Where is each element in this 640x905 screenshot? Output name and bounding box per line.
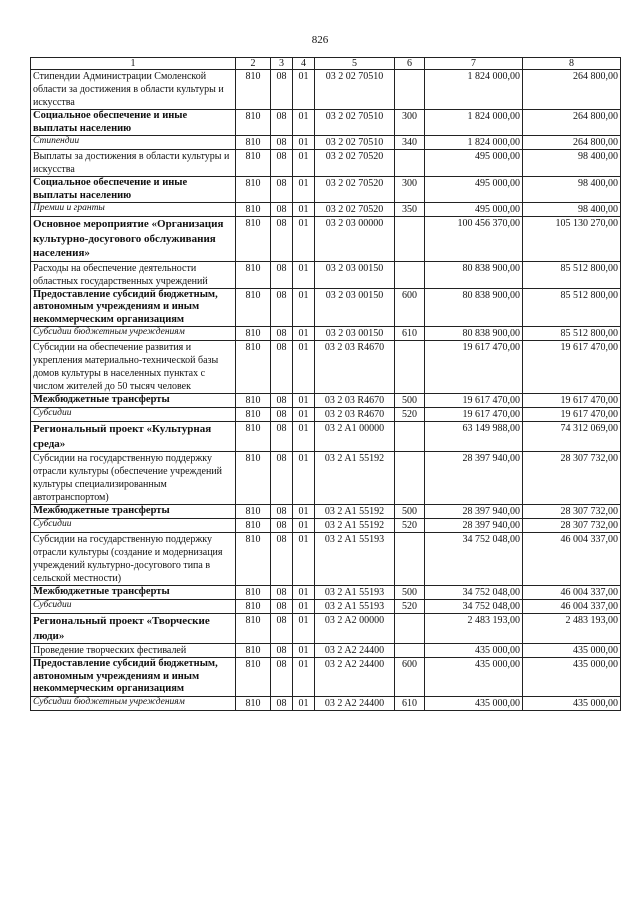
target-article: 03 2 A1 55193 <box>315 586 395 600</box>
table-body <box>31 70 621 711</box>
amount-year-2: 74 312 069,00 <box>523 422 621 452</box>
row-name: Региональный проект «Творческие люди» <box>31 614 236 644</box>
subsection-code: 01 <box>293 408 315 422</box>
expense-type: 500 <box>395 394 425 408</box>
amount-year-2: 28 307 732,00 <box>523 519 621 533</box>
row-name: Выплаты за достижения в области культуры и искусства <box>31 150 236 177</box>
expense-type <box>395 422 425 452</box>
section-code: 08 <box>271 394 293 408</box>
column-header: 2 <box>236 58 271 70</box>
target-article: 03 2 A1 00000 <box>315 422 395 452</box>
ministry-code: 810 <box>236 696 271 710</box>
expense-type <box>395 452 425 505</box>
expense-type: 520 <box>395 600 425 614</box>
column-header: 6 <box>395 58 425 70</box>
target-article: 03 2 A1 55193 <box>315 600 395 614</box>
ministry-code: 810 <box>236 177 271 203</box>
expense-type <box>395 614 425 644</box>
column-header: 5 <box>315 58 395 70</box>
ministry-code: 810 <box>236 394 271 408</box>
row-name: Премии и гранты <box>31 203 236 217</box>
section-code: 08 <box>271 505 293 519</box>
subsection-code: 01 <box>293 70 315 110</box>
amount-year-1: 495 000,00 <box>425 177 523 203</box>
target-article: 03 2 03 R4670 <box>315 341 395 394</box>
row-name: Межбюджетные трансферты <box>31 505 236 519</box>
subsection-code: 01 <box>293 136 315 150</box>
subsection-code: 01 <box>293 452 315 505</box>
expense-type: 300 <box>395 110 425 136</box>
amount-year-1: 1 824 000,00 <box>425 70 523 110</box>
row-name: Субсидии <box>31 600 236 614</box>
column-header: 1 <box>31 58 236 70</box>
amount-year-2: 98 400,00 <box>523 150 621 177</box>
amount-year-1: 28 397 940,00 <box>425 452 523 505</box>
amount-year-1: 28 397 940,00 <box>425 519 523 533</box>
row-name: Региональный проект «Культурная среда» <box>31 422 236 452</box>
section-code: 08 <box>271 519 293 533</box>
column-header: 7 <box>425 58 523 70</box>
subsection-code: 01 <box>293 644 315 658</box>
section-code: 08 <box>271 452 293 505</box>
target-article: 03 2 03 R4670 <box>315 394 395 408</box>
ministry-code: 810 <box>236 614 271 644</box>
subsection-code: 01 <box>293 422 315 452</box>
section-code: 08 <box>271 70 293 110</box>
target-article: 03 2 02 70520 <box>315 177 395 203</box>
amount-year-2: 19 617 470,00 <box>523 408 621 422</box>
amount-year-2: 435 000,00 <box>523 696 621 710</box>
amount-year-2: 105 130 270,00 <box>523 217 621 262</box>
row-name: Предоставление субсидий бюджетным, автономным учреждениям и иным некоммерческим организациям <box>31 288 236 327</box>
subsection-code: 01 <box>293 614 315 644</box>
subsection-code: 01 <box>293 341 315 394</box>
expense-type: 500 <box>395 586 425 600</box>
ministry-code: 810 <box>236 586 271 600</box>
amount-year-1: 19 617 470,00 <box>425 394 523 408</box>
amount-year-1: 435 000,00 <box>425 696 523 710</box>
amount-year-2: 28 307 732,00 <box>523 505 621 519</box>
table-row <box>31 288 621 327</box>
section-code: 08 <box>271 217 293 262</box>
table-row <box>31 203 621 217</box>
ministry-code: 810 <box>236 261 271 288</box>
amount-year-1: 100 456 370,00 <box>425 217 523 262</box>
ministry-code: 810 <box>236 341 271 394</box>
table-row <box>31 533 621 586</box>
subsection-code: 01 <box>293 203 315 217</box>
amount-year-1: 63 149 988,00 <box>425 422 523 452</box>
amount-year-2: 435 000,00 <box>523 658 621 697</box>
amount-year-2: 85 512 800,00 <box>523 261 621 288</box>
expense-type: 610 <box>395 696 425 710</box>
table-row <box>31 658 621 697</box>
expense-type: 600 <box>395 288 425 327</box>
amount-year-1: 1 824 000,00 <box>425 110 523 136</box>
amount-year-2: 19 617 470,00 <box>523 341 621 394</box>
expense-type <box>395 217 425 262</box>
budget-table <box>30 57 621 711</box>
table-row <box>31 70 621 110</box>
row-name: Межбюджетные трансферты <box>31 394 236 408</box>
table-row <box>31 150 621 177</box>
target-article: 03 2 03 00150 <box>315 288 395 327</box>
table-row <box>31 341 621 394</box>
row-name: Стипендии <box>31 136 236 150</box>
ministry-code: 810 <box>236 519 271 533</box>
section-code: 08 <box>271 422 293 452</box>
target-article: 03 2 03 00150 <box>315 261 395 288</box>
subsection-code: 01 <box>293 519 315 533</box>
section-code: 08 <box>271 533 293 586</box>
target-article: 03 2 03 00000 <box>315 217 395 262</box>
target-article: 03 2 A2 24400 <box>315 696 395 710</box>
section-code: 08 <box>271 696 293 710</box>
target-article: 03 2 02 70520 <box>315 203 395 217</box>
page-number: 826 <box>311 34 329 46</box>
subsection-code: 01 <box>293 177 315 203</box>
table-row <box>31 110 621 136</box>
amount-year-2: 264 800,00 <box>523 136 621 150</box>
row-name: Основное мероприятие «Организация культурно-досугового обслуживания населения» <box>31 217 236 262</box>
section-code: 08 <box>271 341 293 394</box>
amount-year-2: 2 483 193,00 <box>523 614 621 644</box>
column-header: 8 <box>523 58 621 70</box>
row-name: Субсидии бюджетным учреждениям <box>31 327 236 341</box>
expense-type: 500 <box>395 505 425 519</box>
amount-year-2: 28 307 732,00 <box>523 452 621 505</box>
section-code: 08 <box>271 408 293 422</box>
table-row <box>31 519 621 533</box>
expense-type: 300 <box>395 177 425 203</box>
section-code: 08 <box>271 150 293 177</box>
table-row <box>31 586 621 600</box>
amount-year-2: 85 512 800,00 <box>523 327 621 341</box>
amount-year-1: 2 483 193,00 <box>425 614 523 644</box>
target-article: 03 2 03 R4670 <box>315 408 395 422</box>
ministry-code: 810 <box>236 150 271 177</box>
amount-year-1: 80 838 900,00 <box>425 261 523 288</box>
section-code: 08 <box>271 600 293 614</box>
subsection-code: 01 <box>293 696 315 710</box>
row-name: Субсидии на обеспечение развития и укрепления материально-технической базы домов культуры в населенных пунктах с числом жителей до 50 тысяч человек <box>31 341 236 394</box>
ministry-code: 810 <box>236 136 271 150</box>
expense-type <box>395 150 425 177</box>
table-row <box>31 217 621 262</box>
amount-year-1: 495 000,00 <box>425 150 523 177</box>
section-code: 08 <box>271 327 293 341</box>
amount-year-1: 19 617 470,00 <box>425 408 523 422</box>
amount-year-1: 19 617 470,00 <box>425 341 523 394</box>
section-code: 08 <box>271 288 293 327</box>
amount-year-2: 98 400,00 <box>523 203 621 217</box>
subsection-code: 01 <box>293 533 315 586</box>
row-name: Социальное обеспечение и иные выплаты населению <box>31 177 236 203</box>
ministry-code: 810 <box>236 217 271 262</box>
table-row <box>31 136 621 150</box>
amount-year-1: 80 838 900,00 <box>425 288 523 327</box>
amount-year-1: 80 838 900,00 <box>425 327 523 341</box>
subsection-code: 01 <box>293 600 315 614</box>
table-row <box>31 422 621 452</box>
section-code: 08 <box>271 586 293 600</box>
subsection-code: 01 <box>293 110 315 136</box>
expense-type <box>395 261 425 288</box>
amount-year-2: 46 004 337,00 <box>523 586 621 600</box>
row-name: Социальное обеспечение и иные выплаты населению <box>31 110 236 136</box>
subsection-code: 01 <box>293 288 315 327</box>
target-article: 03 2 A1 55192 <box>315 519 395 533</box>
amount-year-1: 435 000,00 <box>425 658 523 697</box>
row-name: Расходы на обеспечение деятельности областных государственных учреждений <box>31 261 236 288</box>
target-article: 03 2 02 70520 <box>315 150 395 177</box>
row-name: Субсидии <box>31 519 236 533</box>
ministry-code: 810 <box>236 533 271 586</box>
table-row <box>31 408 621 422</box>
table-row <box>31 696 621 710</box>
subsection-code: 01 <box>293 217 315 262</box>
subsection-code: 01 <box>293 505 315 519</box>
table-row <box>31 261 621 288</box>
subsection-code: 01 <box>293 586 315 600</box>
ministry-code: 810 <box>236 203 271 217</box>
expense-type: 340 <box>395 136 425 150</box>
amount-year-1: 34 752 048,00 <box>425 586 523 600</box>
subsection-code: 01 <box>293 658 315 697</box>
target-article: 03 2 A2 24400 <box>315 658 395 697</box>
subsection-code: 01 <box>293 150 315 177</box>
target-article: 03 2 02 70510 <box>315 136 395 150</box>
amount-year-2: 435 000,00 <box>523 644 621 658</box>
section-code: 08 <box>271 110 293 136</box>
target-article: 03 2 A2 00000 <box>315 614 395 644</box>
table-row <box>31 600 621 614</box>
amount-year-2: 264 800,00 <box>523 110 621 136</box>
section-code: 08 <box>271 614 293 644</box>
ministry-code: 810 <box>236 658 271 697</box>
ministry-code: 810 <box>236 408 271 422</box>
target-article: 03 2 03 00150 <box>315 327 395 341</box>
amount-year-1: 495 000,00 <box>425 203 523 217</box>
expense-type <box>395 644 425 658</box>
target-article: 03 2 02 70510 <box>315 70 395 110</box>
section-code: 08 <box>271 658 293 697</box>
row-name: Субсидии бюджетным учреждениям <box>31 696 236 710</box>
section-code: 08 <box>271 203 293 217</box>
ministry-code: 810 <box>236 70 271 110</box>
expense-type <box>395 341 425 394</box>
table-row <box>31 644 621 658</box>
row-name: Проведение творческих фестивалей <box>31 644 236 658</box>
ministry-code: 810 <box>236 288 271 327</box>
row-name: Субсидии на государственную поддержку отрасли культуры (обеспечение учреждений культуры специализированным автотранспортом) <box>31 452 236 505</box>
subsection-code: 01 <box>293 261 315 288</box>
table-row <box>31 614 621 644</box>
subsection-code: 01 <box>293 394 315 408</box>
target-article: 03 2 02 70510 <box>315 110 395 136</box>
column-header: 4 <box>293 58 315 70</box>
ministry-code: 810 <box>236 505 271 519</box>
table-row <box>31 177 621 203</box>
row-name: Субсидии на государственную поддержку отрасли культуры (создание и модернизация учреждений культурно-досугового типа в сельской местности) <box>31 533 236 586</box>
target-article: 03 2 A1 55192 <box>315 505 395 519</box>
table-row <box>31 327 621 341</box>
ministry-code: 810 <box>236 452 271 505</box>
expense-type: 600 <box>395 658 425 697</box>
amount-year-2: 85 512 800,00 <box>523 288 621 327</box>
amount-year-1: 34 752 048,00 <box>425 600 523 614</box>
amount-year-1: 28 397 940,00 <box>425 505 523 519</box>
target-article: 03 2 A2 24400 <box>315 644 395 658</box>
amount-year-2: 19 617 470,00 <box>523 394 621 408</box>
ministry-code: 810 <box>236 422 271 452</box>
amount-year-1: 1 824 000,00 <box>425 136 523 150</box>
header-row <box>31 58 621 70</box>
expense-type <box>395 533 425 586</box>
row-name: Стипендии Администрации Смоленской области за достижения в области культуры и искусства <box>31 70 236 110</box>
table-row <box>31 452 621 505</box>
ministry-code: 810 <box>236 644 271 658</box>
row-name: Предоставление субсидий бюджетным, автономным учреждениям и иным некоммерческим организациям <box>31 658 236 697</box>
amount-year-2: 264 800,00 <box>523 70 621 110</box>
expense-type: 350 <box>395 203 425 217</box>
section-code: 08 <box>271 177 293 203</box>
row-name: Межбюджетные трансферты <box>31 586 236 600</box>
amount-year-2: 46 004 337,00 <box>523 600 621 614</box>
table-row <box>31 394 621 408</box>
ministry-code: 810 <box>236 600 271 614</box>
column-header: 3 <box>271 58 293 70</box>
ministry-code: 810 <box>236 110 271 136</box>
amount-year-1: 435 000,00 <box>425 644 523 658</box>
row-name: Субсидии <box>31 408 236 422</box>
table-row <box>31 505 621 519</box>
target-article: 03 2 A1 55192 <box>315 452 395 505</box>
amount-year-2: 98 400,00 <box>523 177 621 203</box>
ministry-code: 810 <box>236 327 271 341</box>
expense-type <box>395 70 425 110</box>
subsection-code: 01 <box>293 327 315 341</box>
expense-type: 520 <box>395 408 425 422</box>
amount-year-2: 46 004 337,00 <box>523 533 621 586</box>
section-code: 08 <box>271 261 293 288</box>
expense-type: 610 <box>395 327 425 341</box>
amount-year-1: 34 752 048,00 <box>425 533 523 586</box>
section-code: 08 <box>271 136 293 150</box>
expense-type: 520 <box>395 519 425 533</box>
target-article: 03 2 A1 55193 <box>315 533 395 586</box>
section-code: 08 <box>271 644 293 658</box>
